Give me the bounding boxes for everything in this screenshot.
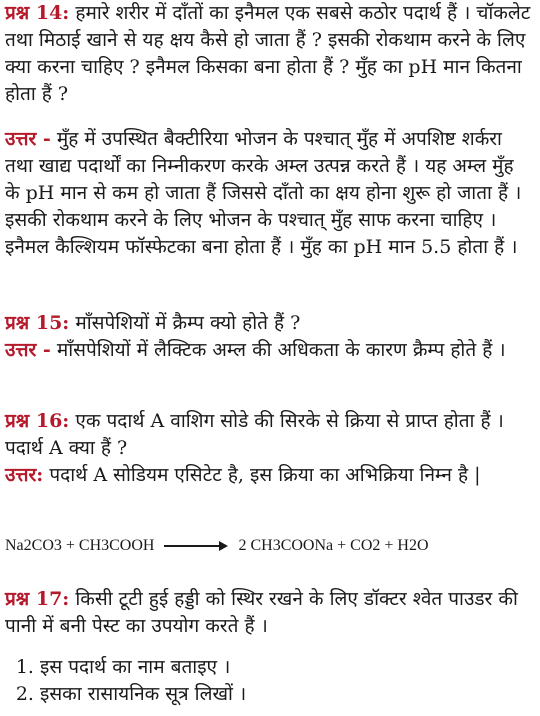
- question-text: हमारे शरीर में दाँतों का इनैमल एक सबसे कठोर पदार्थ हैं । चॉकलेट तथा मिठाई खाने से यह क्षय कैसे हो जाता हैं ? इसकी रोकथाम करने के लिए क्या करना चाहिए ? इनैमल किसका बना होता हैं ? मुँह का pH मान कितना होता हैं ?: [5, 2, 531, 105]
- answer-16: [5, 462, 532, 489]
- answer-14: [5, 126, 532, 261]
- question-label: प्रश्न 15:: [5, 312, 70, 334]
- question-14: [5, 0, 532, 108]
- question-label: प्रश्न 17:: [5, 588, 70, 610]
- chemical-equation: [5, 537, 429, 555]
- question-label: प्रश्न 16:: [5, 410, 70, 432]
- question-17-list: [18, 654, 246, 708]
- answer-label: उत्तर -: [5, 128, 51, 150]
- question-text: किसी टूटी हुई हड्डी को स्थिर रखने के लिए डॉक्टर श्वेत पाउडर की पानी में बनी पेस्ट का उपयोग करते हैं ।: [5, 588, 518, 637]
- equation-products: 2 CH3COONa + CO2 + H2O: [238, 537, 429, 554]
- equation-reactants: Na2CO3 + CH3COOH: [5, 537, 155, 554]
- answer-text: माँसपेशियों में लैक्टिक अम्ल की अधिकता के कारण क्रैम्प होते हैं ।: [50, 339, 506, 361]
- reaction-arrow-icon: [164, 538, 228, 554]
- list-item: 1. इस पदार्थ का नाम बताइए ।: [40, 654, 246, 681]
- question-16: [5, 408, 532, 462]
- answer-text: मुँह में उपस्थित बैक्टीरिया भोजन के पश्चात् मुँह में अपशिष्ट शर्करा तथा खाद्य पदार्थों का निम्नीकरण करके अम्ल उत्पन्न करते हैं । यह अम्ल मुँह के pH मान से कम हो जाता हैं जिससे दाँतो का क्षय होना शुरू हो जाता हैं । इसकी रोकथाम करने के लिए भोजन के पश्चात् मुँह साफ करना चाहिए । इनैमल कैल्शियम फॉस्फेटका बना होता हैं । मुँह का pH मान 5.5 होता हैं ।: [5, 128, 522, 258]
- question-text: एक पदार्थ A वाशिग सोडे की सिरके से क्रिया से प्राप्त होता हैं । पदार्थ A क्या हैं ?: [5, 410, 504, 459]
- answer-text: पदार्थ A सोडियम एसिटेट है, इस क्रिया का अभिक्रिया निम्न है |: [43, 464, 481, 486]
- answer-label: उत्तर -: [5, 339, 51, 361]
- answer-15: [5, 337, 532, 364]
- question-15: [5, 310, 532, 337]
- question-17: [5, 586, 532, 640]
- answer-label: उत्तर:: [5, 464, 44, 486]
- list-item: 2. इसका रासायनिक सूत्र लिखों ।: [40, 681, 246, 708]
- question-label: प्रश्न 14:: [5, 2, 70, 24]
- question-text: माँसपेशियों में क्रैम्प क्यो होते हैं ?: [69, 312, 301, 334]
